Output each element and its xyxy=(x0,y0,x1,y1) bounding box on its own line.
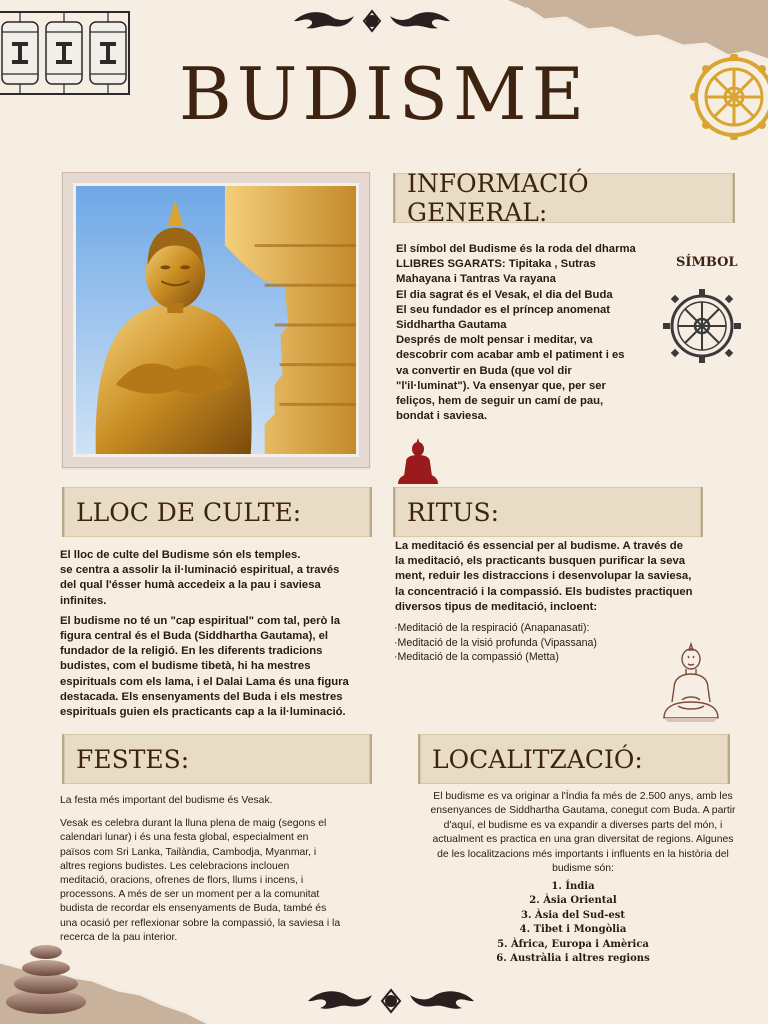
lloc-paragraph-1 xyxy=(60,548,370,609)
loc-line: budisme són: xyxy=(552,863,614,875)
place-item: 1. Índia xyxy=(551,881,595,892)
info-line: Siddhartha Gautama xyxy=(396,319,507,332)
buddha-photo-frame xyxy=(62,172,370,468)
ritus-line: la meditació, els practicants busquen purificar la seva xyxy=(395,555,686,568)
loc-line: d'aquí, el budisme es va expandir a diverses parts del món, i xyxy=(443,819,723,831)
festes-intro: La festa més important del budisme és Vesak. xyxy=(60,795,273,806)
symbol-label: SÍMBOL xyxy=(676,255,738,270)
heading-festes: FESTES: xyxy=(76,744,190,774)
header-informacio-general xyxy=(393,169,735,227)
lloc-line: El lloc de culte del Budisme són els temples. xyxy=(60,549,301,561)
festes-line: budista de recordar els ensenyaments de Buda, també és xyxy=(60,903,327,915)
loc-line: El budisme es va originar a l'Índia fa més de 2.500 anys, amb les xyxy=(433,791,733,802)
golden-buddha-image xyxy=(76,186,356,454)
info-line: va convertir en Buda (que vol dir xyxy=(396,364,572,377)
festes-line: països com Sri Lanka, Tailàndia, Cambodja, Myanmar, i xyxy=(60,846,317,858)
ritus-line: la concentració i la compassió. Els budistes practiquen xyxy=(395,585,693,598)
lloc-line: figura central és el Buda (Siddhartha Gautama), el xyxy=(60,630,329,643)
lloc-line: del qual l'ésser humà accedeix a la pau i saviesa xyxy=(60,579,321,592)
ritus-text xyxy=(395,539,713,615)
ritus-line: ment, reduir les distraccions i desenvolupar la saviesa, xyxy=(395,570,692,583)
lloc-line: fundador de la religió. En les diferents tradicions xyxy=(60,645,323,658)
info-line: El seu fundador es el príncep anomenat xyxy=(396,303,611,316)
info-line: feliços, hem de seguir un camí de pau, xyxy=(396,395,604,408)
loc-line: actualment es practica en una gran diversitat de regions. Algunes xyxy=(432,834,734,846)
buddha-silhouette-icon xyxy=(396,436,440,486)
info-line: El símbol del Budisme és la roda del dharma xyxy=(396,243,636,255)
informacio-general-text xyxy=(396,242,658,424)
ritus-line: La meditació és essencial per al budisme. A través de xyxy=(395,540,683,552)
place-item: 5. Àfrica, Europa i Amèrica xyxy=(497,938,649,950)
lloc-line: El budisme no té un "cap espiritual" com tal, però la xyxy=(60,614,341,627)
loc-line: de les localitzacions més importants i influents en la història del xyxy=(437,848,729,860)
festes-body xyxy=(60,817,380,945)
festes-line: recerca de la pau interior. xyxy=(60,931,178,943)
lloc-line: budistes, com el budisme tibetà, hi ha mestres xyxy=(60,660,311,673)
festes-text xyxy=(60,794,380,945)
buddha-photo xyxy=(73,183,359,457)
meditation-item: ·Meditació de la respiració (Anapanasati): xyxy=(394,622,590,634)
info-line: bondat i saviesa. xyxy=(396,410,488,423)
lloc-line: destacada. Els ensenyaments del Buda i els mestres xyxy=(60,690,343,703)
meditation-item: ·Meditació de la visió profunda (Vipassana) xyxy=(394,636,597,649)
buddha-sketch-icon xyxy=(660,640,722,724)
lloc-de-culte-text xyxy=(60,548,370,725)
info-line: El dia sagrat és el Vesak, el dia del Buda xyxy=(396,288,613,301)
info-line: "l'il·luminat"). Va ensenyar que, per ser xyxy=(396,379,606,392)
meditation-list xyxy=(394,621,694,665)
ritus-line: diversos tipus de meditació, incloent: xyxy=(395,600,598,613)
lloc-line: se centra a assolir la il·luminació espiritual, a través xyxy=(60,564,340,577)
info-line: LLIBRES SGARATS: Tipitaka , Sutras xyxy=(396,258,596,271)
page-title: BUDISME xyxy=(178,52,590,136)
header-festes xyxy=(62,734,372,784)
festes-line: una ocasió per reflexionar sobre la compassió, la saviesa i la xyxy=(60,917,341,929)
festes-line: calendari lunar) i és una festa global, especialment en xyxy=(60,832,309,844)
ornament-top-icon xyxy=(292,8,452,34)
info-line: descobrir com acabar amb el patiment i es xyxy=(396,349,625,362)
stacked-stones-icon xyxy=(4,940,88,1016)
localitzacio-text xyxy=(405,790,761,876)
festes-line: processons. A més de ser un moment per a la comunitat xyxy=(60,889,320,901)
localitzacio-list xyxy=(418,880,728,966)
place-item: 6. Austràlia i altres regions xyxy=(496,953,650,965)
lloc-paragraph-2 xyxy=(60,614,370,720)
loc-line: ensenyances de Siddhartha Gautama, conegut com Buda. A partir xyxy=(430,805,736,817)
meditation-item: ·Meditació de la compassió (Metta) xyxy=(394,651,559,664)
dharma-wheel-icon xyxy=(662,288,742,364)
place-item: 4. Tibet i Mongòlia xyxy=(519,924,627,936)
header-lloc-de-culte xyxy=(62,487,372,537)
header-ritus xyxy=(393,487,703,537)
info-line: Mahayana i Tantras Va rayana xyxy=(396,273,556,286)
place-item: 3. Àsia del Sud-est xyxy=(521,909,625,921)
heading-localitzacio: LOCALITZACIÓ: xyxy=(432,744,643,774)
festes-line: meditació, oracions, ofrenes de flors, llums i incens, i xyxy=(60,875,304,887)
heading-lloc-de-culte: LLOC DE CULTE: xyxy=(76,497,302,527)
lloc-line: espirituals guien els practicants cap a la il·luminació. xyxy=(60,706,346,719)
info-line: Després de molt pensar i meditar, va xyxy=(396,334,593,347)
festes-line: altres regions budistes. Les celebracions inclouen xyxy=(60,860,290,872)
heading-ritus: RITUS: xyxy=(407,497,499,527)
lloc-line: infinites. xyxy=(60,594,107,607)
heading-informacio-general: INFORMACIÓ GENERAL: xyxy=(407,169,589,227)
torn-paper-top-right xyxy=(508,0,768,60)
place-item: 2. Àsia Oriental xyxy=(529,895,617,907)
lloc-line: espirituals com els lama, i el Dalai Lama és una figura xyxy=(60,675,349,688)
ornament-bottom-icon xyxy=(306,986,476,1016)
festes-line: Vesak es celebra durant la lluna plena de maig (segons el xyxy=(60,818,327,830)
header-localitzacio xyxy=(418,734,730,784)
